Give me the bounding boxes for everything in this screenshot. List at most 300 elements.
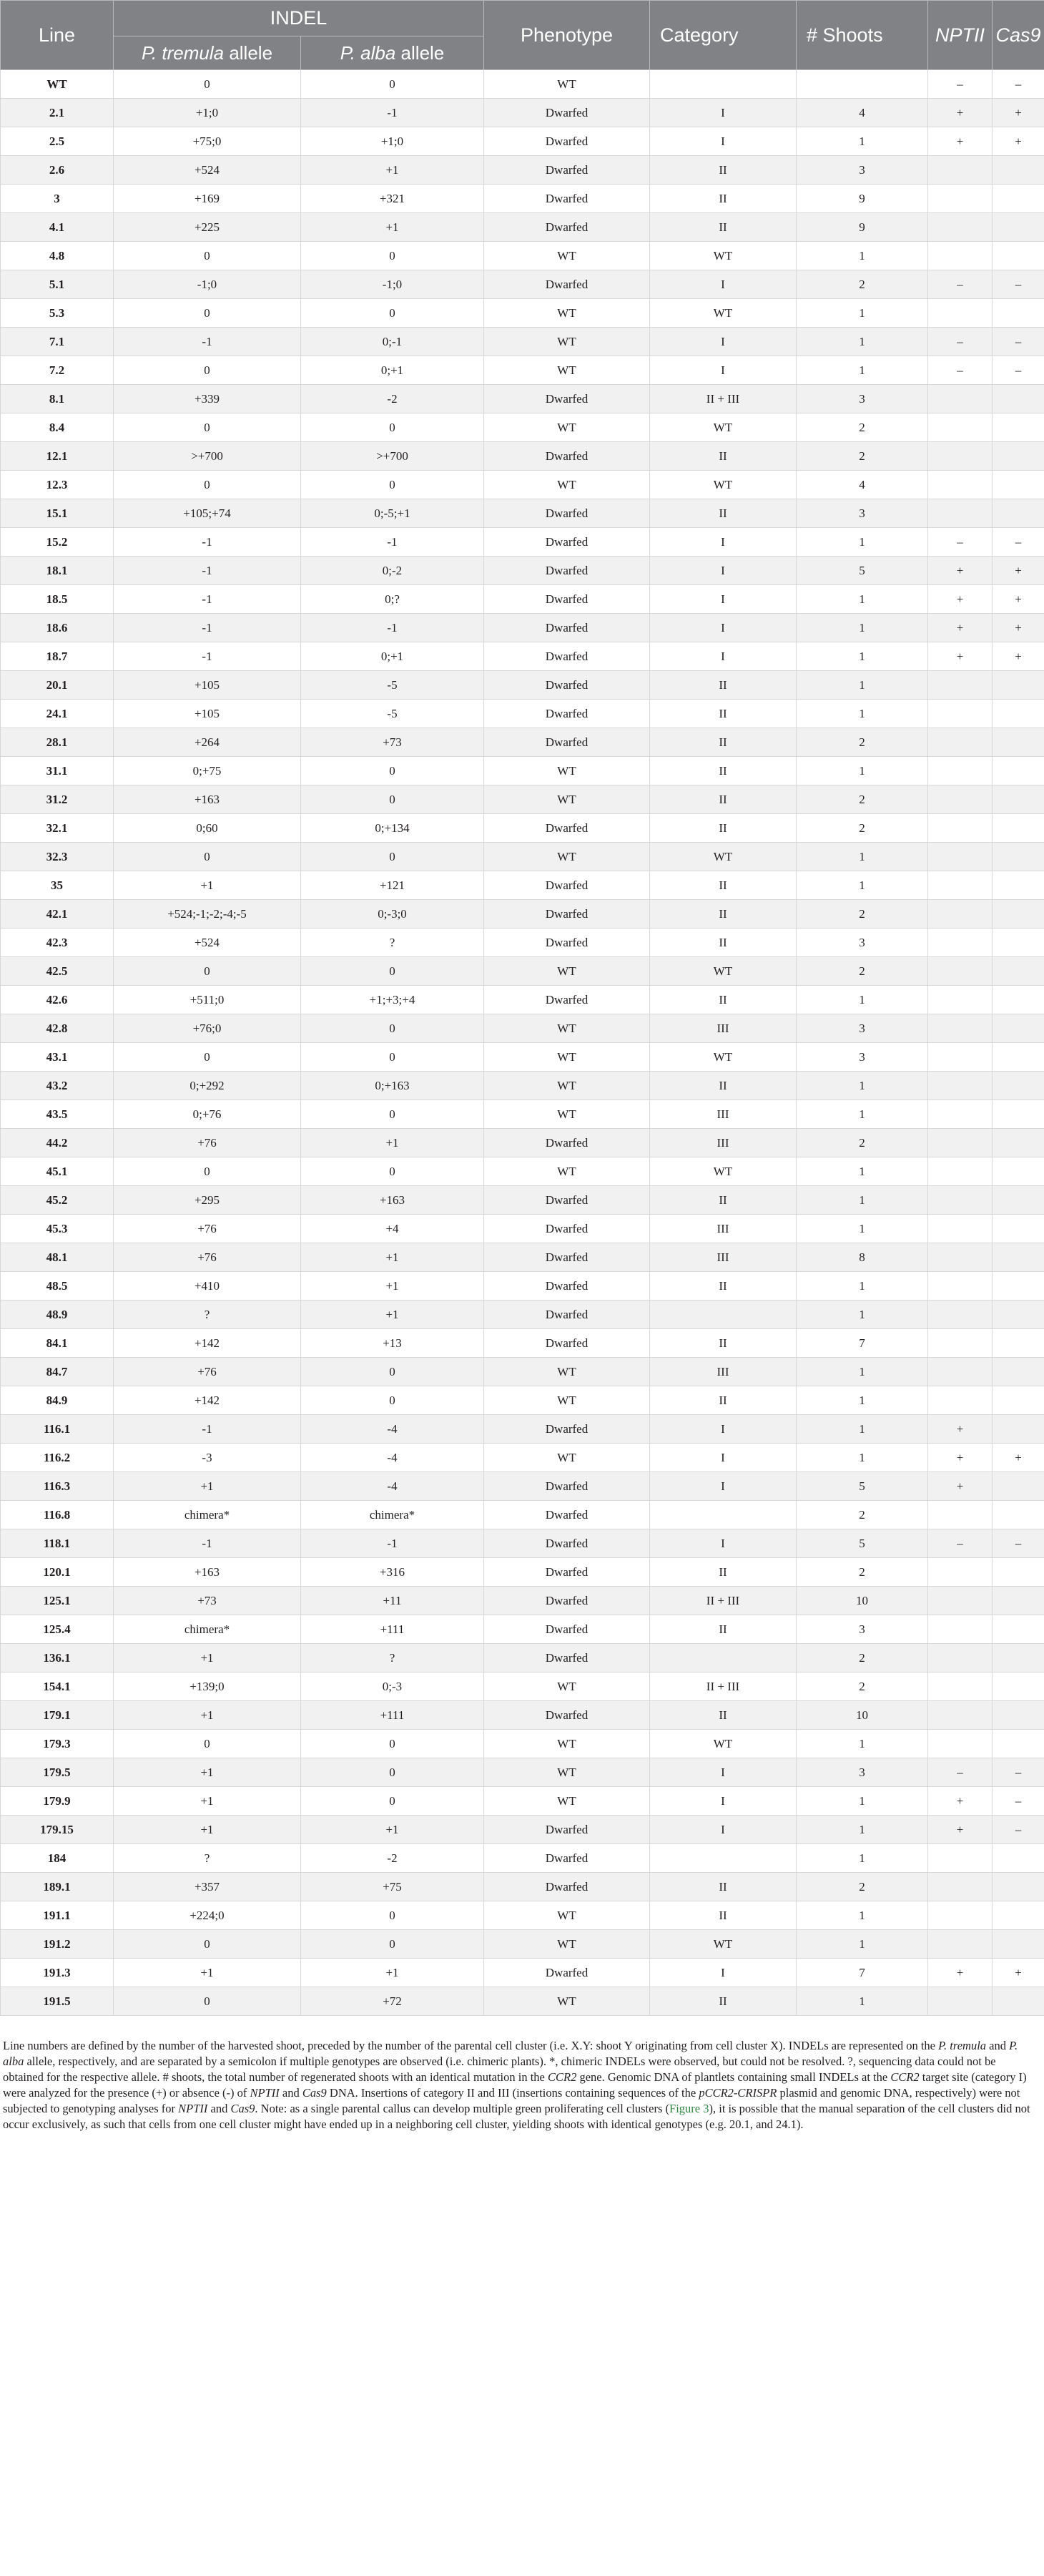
header-p-tremula-name: P. tremula <box>141 41 225 64</box>
cell-shoots: 1 <box>797 585 928 614</box>
cell-p-tremula-indel: +524 <box>114 929 301 957</box>
cell-category: III <box>650 1215 797 1243</box>
cell-p-tremula-indel: 0 <box>114 1043 301 1072</box>
cell-p-alba-indel: 0 <box>301 1358 484 1386</box>
cell-p-tremula-indel: chimera* <box>114 1501 301 1529</box>
cell-shoots: 1 <box>797 986 928 1014</box>
cell-p-tremula-indel: -1 <box>114 1415 301 1444</box>
cell-shoots: 1 <box>797 1100 928 1129</box>
cell-shoots: 1 <box>797 1987 928 2016</box>
cell-p-alba-indel: -4 <box>301 1415 484 1444</box>
table-row <box>1 499 1044 528</box>
cell-nptii <box>928 413 993 442</box>
cell-category: WT <box>650 1157 797 1186</box>
cell-line: 116.1 <box>1 1415 114 1444</box>
cell-p-alba-indel: +1 <box>301 1129 484 1157</box>
cell-category: II + III <box>650 1673 797 1701</box>
cell-p-tremula-indel: +357 <box>114 1873 301 1901</box>
table-row <box>1 70 1044 99</box>
cell-shoots: 1 <box>797 1215 928 1243</box>
cell-cas9 <box>993 957 1044 986</box>
cell-category: I <box>650 1415 797 1444</box>
cell-p-alba-indel: +75 <box>301 1873 484 1901</box>
cell-p-tremula-indel: +1 <box>114 871 301 900</box>
cell-phenotype: Dwarfed <box>484 1844 650 1873</box>
cell-shoots: 3 <box>797 156 928 185</box>
cell-cas9: + <box>993 585 1044 614</box>
cell-line: 8.1 <box>1 385 114 413</box>
cell-category: I <box>650 1472 797 1501</box>
cell-shoots: 2 <box>797 814 928 843</box>
cell-cas9: – <box>993 328 1044 356</box>
cell-p-tremula-indel: -1 <box>114 585 301 614</box>
cell-shoots: 5 <box>797 1472 928 1501</box>
cell-nptii: + <box>928 1787 993 1816</box>
cell-shoots: 2 <box>797 413 928 442</box>
cell-cas9 <box>993 1129 1044 1157</box>
cell-p-alba-indel: 0;+1 <box>301 356 484 385</box>
cell-shoots: 2 <box>797 1873 928 1901</box>
cell-shoots: 10 <box>797 1701 928 1730</box>
cell-p-tremula-indel: 0;+76 <box>114 1100 301 1129</box>
cell-cas9 <box>993 1186 1044 1215</box>
cell-cas9: – <box>993 1787 1044 1816</box>
cell-line: 45.2 <box>1 1186 114 1215</box>
cell-category: I <box>650 557 797 585</box>
figure-3-link[interactable]: Figure 3 <box>669 2101 709 2115</box>
cell-phenotype: Dwarfed <box>484 1701 650 1730</box>
cell-category: II <box>650 1072 797 1100</box>
cell-p-alba-indel: +1;0 <box>301 127 484 156</box>
cell-p-alba-indel: 0 <box>301 1157 484 1186</box>
cell-cas9: + <box>993 99 1044 127</box>
cell-phenotype: Dwarfed <box>484 156 650 185</box>
cell-line: 48.5 <box>1 1272 114 1301</box>
cell-line: 191.3 <box>1 1959 114 1987</box>
cell-shoots: 1 <box>797 1930 928 1959</box>
cell-line: 24.1 <box>1 700 114 728</box>
cell-cas9 <box>993 1043 1044 1072</box>
cell-nptii <box>928 1930 993 1959</box>
table-row <box>1 1301 1044 1329</box>
footnote-text: Cas9 <box>302 2085 327 2100</box>
cell-phenotype: Dwarfed <box>484 1644 650 1673</box>
cell-category: WT <box>650 1043 797 1072</box>
cell-nptii: + <box>928 1444 993 1472</box>
cell-nptii <box>928 1987 993 2016</box>
cell-cas9 <box>993 156 1044 185</box>
cell-p-alba-indel: 0 <box>301 1901 484 1930</box>
cell-category <box>650 1844 797 1873</box>
cell-p-tremula-indel: +75;0 <box>114 127 301 156</box>
cell-shoots: 1 <box>797 127 928 156</box>
cell-category: II <box>650 156 797 185</box>
cell-category <box>650 1501 797 1529</box>
cell-p-tremula-indel: -1 <box>114 328 301 356</box>
cell-p-tremula-indel: +139;0 <box>114 1673 301 1701</box>
cell-shoots: 1 <box>797 1358 928 1386</box>
cell-cas9 <box>993 413 1044 442</box>
cell-nptii <box>928 957 993 986</box>
cell-line: 42.5 <box>1 957 114 986</box>
table-row <box>1 385 1044 413</box>
cell-category: WT <box>650 413 797 442</box>
cell-shoots: 2 <box>797 1129 928 1157</box>
cell-p-tremula-indel: +1 <box>114 1959 301 1987</box>
cell-shoots: 8 <box>797 1243 928 1272</box>
cell-category: I <box>650 1959 797 1987</box>
table-row <box>1 814 1044 843</box>
cell-line: 48.9 <box>1 1301 114 1329</box>
cell-cas9 <box>993 929 1044 957</box>
cell-p-alba-indel: >+700 <box>301 442 484 471</box>
cell-line: 179.3 <box>1 1730 114 1758</box>
cell-cas9 <box>993 185 1044 213</box>
cell-nptii: – <box>928 1758 993 1787</box>
cell-p-alba-indel: 0 <box>301 70 484 99</box>
cell-shoots: 4 <box>797 99 928 127</box>
table-row <box>1 671 1044 700</box>
cell-cas9 <box>993 499 1044 528</box>
cell-phenotype: WT <box>484 70 650 99</box>
cell-cas9 <box>993 299 1044 328</box>
cell-nptii: + <box>928 1959 993 1987</box>
cell-p-tremula-indel: 0 <box>114 413 301 442</box>
cell-p-alba-indel: 0;+1 <box>301 642 484 671</box>
table-row <box>1 957 1044 986</box>
cell-line: 42.6 <box>1 986 114 1014</box>
cell-category: WT <box>650 242 797 270</box>
cell-p-alba-indel: +321 <box>301 185 484 213</box>
cell-nptii <box>928 242 993 270</box>
cell-nptii <box>928 213 993 242</box>
cell-p-alba-indel: -4 <box>301 1472 484 1501</box>
cell-category: II + III <box>650 385 797 413</box>
cell-cas9 <box>993 1558 1044 1587</box>
header-p-tremula-suffix: allele <box>224 41 273 64</box>
cell-p-tremula-indel: -1 <box>114 1529 301 1558</box>
cell-category: II <box>650 814 797 843</box>
cell-p-tremula-indel: 0 <box>114 471 301 499</box>
cell-cas9 <box>993 1072 1044 1100</box>
table-row <box>1 642 1044 671</box>
table-row <box>1 1415 1044 1444</box>
cell-line: 136.1 <box>1 1644 114 1673</box>
cell-shoots: 3 <box>797 1615 928 1644</box>
cell-phenotype: Dwarfed <box>484 270 650 299</box>
cell-p-alba-indel: 0 <box>301 413 484 442</box>
cell-phenotype: Dwarfed <box>484 1215 650 1243</box>
cell-p-alba-indel: 0 <box>301 1758 484 1787</box>
table-row <box>1 127 1044 156</box>
cell-cas9 <box>993 1587 1044 1615</box>
table-row <box>1 900 1044 929</box>
cell-cas9: + <box>993 127 1044 156</box>
cell-phenotype: Dwarfed <box>484 614 650 642</box>
cell-p-tremula-indel: 0 <box>114 1730 301 1758</box>
cell-phenotype: WT <box>484 957 650 986</box>
cell-p-tremula-indel: ? <box>114 1844 301 1873</box>
cell-cas9: + <box>993 642 1044 671</box>
cell-shoots: 1 <box>797 871 928 900</box>
cell-p-tremula-indel: -1 <box>114 614 301 642</box>
cell-p-tremula-indel: +105 <box>114 700 301 728</box>
cell-cas9 <box>993 1673 1044 1701</box>
cell-nptii <box>928 1730 993 1758</box>
cell-shoots: 1 <box>797 642 928 671</box>
cell-p-tremula-indel: -1 <box>114 557 301 585</box>
cell-p-alba-indel: -5 <box>301 700 484 728</box>
table-row <box>1 1186 1044 1215</box>
cell-nptii <box>928 1186 993 1215</box>
cell-cas9 <box>993 843 1044 871</box>
cell-p-tremula-indel: >+700 <box>114 442 301 471</box>
cell-nptii: + <box>928 99 993 127</box>
footnote-text: . Note: as a single parental callus can develop multiple green proliferating cell clusters ( <box>255 2101 670 2115</box>
cell-p-tremula-indel: +163 <box>114 1558 301 1587</box>
cell-line: 5.3 <box>1 299 114 328</box>
cell-cas9 <box>993 1901 1044 1930</box>
cell-shoots: 1 <box>797 1157 928 1186</box>
cell-phenotype: Dwarfed <box>484 1186 650 1215</box>
cell-shoots: 9 <box>797 185 928 213</box>
table-row <box>1 1386 1044 1415</box>
cell-cas9: – <box>993 528 1044 557</box>
cell-category: II <box>650 986 797 1014</box>
cell-cas9 <box>993 1701 1044 1730</box>
table-row <box>1 1243 1044 1272</box>
cell-line: 42.8 <box>1 1014 114 1043</box>
table-row <box>1 413 1044 442</box>
cell-shoots: 1 <box>797 299 928 328</box>
cell-p-tremula-indel: 0 <box>114 1930 301 1959</box>
cell-nptii <box>928 1701 993 1730</box>
cell-category: II <box>650 1987 797 2016</box>
cell-line: 179.5 <box>1 1758 114 1787</box>
cell-line: 8.4 <box>1 413 114 442</box>
cell-line: 118.1 <box>1 1529 114 1558</box>
cell-cas9: – <box>993 1816 1044 1844</box>
cell-line: 18.1 <box>1 557 114 585</box>
cell-cas9 <box>993 1644 1044 1673</box>
cell-phenotype: WT <box>484 757 650 785</box>
cell-phenotype: WT <box>484 1043 650 1072</box>
cell-p-alba-indel: +1 <box>301 1816 484 1844</box>
cell-shoots: 1 <box>797 843 928 871</box>
table-row <box>1 1329 1044 1358</box>
cell-p-tremula-indel: +76 <box>114 1129 301 1157</box>
cell-nptii <box>928 1615 993 1644</box>
cell-shoots: 1 <box>797 328 928 356</box>
cell-nptii: + <box>928 642 993 671</box>
cell-p-tremula-indel: +76 <box>114 1215 301 1243</box>
cell-cas9 <box>993 1501 1044 1529</box>
cell-phenotype: Dwarfed <box>484 385 650 413</box>
cell-p-alba-indel: 0;-3 <box>301 1673 484 1701</box>
cell-p-alba-indel: 0 <box>301 957 484 986</box>
cell-shoots <box>797 70 928 99</box>
cell-cas9: + <box>993 557 1044 585</box>
cell-category: I <box>650 528 797 557</box>
cell-p-alba-indel: +73 <box>301 728 484 757</box>
table-row <box>1 1673 1044 1701</box>
header-p-alba-suffix: allele <box>395 41 445 64</box>
cell-category: I <box>650 328 797 356</box>
cell-shoots: 2 <box>797 728 928 757</box>
cell-p-tremula-indel: 0;+292 <box>114 1072 301 1100</box>
cell-cas9 <box>993 442 1044 471</box>
cell-shoots: 1 <box>797 1444 928 1472</box>
cell-nptii <box>928 1215 993 1243</box>
cell-line: 120.1 <box>1 1558 114 1587</box>
cell-shoots: 1 <box>797 1787 928 1816</box>
footnote-text: and <box>986 2038 1010 2052</box>
table-row <box>1 1043 1044 1072</box>
cell-shoots: 2 <box>797 900 928 929</box>
cell-line: 15.1 <box>1 499 114 528</box>
cell-p-tremula-indel: +105;+74 <box>114 499 301 528</box>
cell-cas9 <box>993 213 1044 242</box>
cell-cas9 <box>993 1100 1044 1129</box>
table-row <box>1 1930 1044 1959</box>
table-row <box>1 471 1044 499</box>
cell-category: WT <box>650 299 797 328</box>
cell-category: III <box>650 1358 797 1386</box>
cell-phenotype: WT <box>484 1673 650 1701</box>
cell-p-alba-indel: 0;-5;+1 <box>301 499 484 528</box>
cell-p-alba-indel: +1;+3;+4 <box>301 986 484 1014</box>
cell-p-tremula-indel: 0 <box>114 242 301 270</box>
cell-category: I <box>650 356 797 385</box>
cell-shoots: 9 <box>797 213 928 242</box>
cell-phenotype: WT <box>484 1072 650 1100</box>
cell-p-tremula-indel: chimera* <box>114 1615 301 1644</box>
cell-category: I <box>650 1816 797 1844</box>
cell-category: III <box>650 1014 797 1043</box>
table-row <box>1 442 1044 471</box>
cell-line: 179.9 <box>1 1787 114 1816</box>
cell-cas9 <box>993 700 1044 728</box>
cell-p-tremula-indel: +1 <box>114 1644 301 1673</box>
cell-p-alba-indel: chimera* <box>301 1501 484 1529</box>
footnote-text: CCR2 <box>547 2070 577 2084</box>
cell-shoots: 1 <box>797 528 928 557</box>
cell-p-alba-indel: +1 <box>301 156 484 185</box>
cell-phenotype: WT <box>484 299 650 328</box>
cell-p-tremula-indel: +1 <box>114 1701 301 1730</box>
cell-line: 7.2 <box>1 356 114 385</box>
cell-nptii: – <box>928 1529 993 1558</box>
cell-line: 84.1 <box>1 1329 114 1358</box>
cell-line: 116.2 <box>1 1444 114 1472</box>
cell-cas9 <box>993 471 1044 499</box>
footnote-text: DNA. Insertions of category II and III (insertions containing sequences of the <box>326 2085 699 2100</box>
cell-nptii <box>928 1272 993 1301</box>
cell-nptii <box>928 1644 993 1673</box>
cell-phenotype: Dwarfed <box>484 1816 650 1844</box>
cell-phenotype: Dwarfed <box>484 929 650 957</box>
cell-cas9 <box>993 1415 1044 1444</box>
cell-shoots: 3 <box>797 385 928 413</box>
cell-shoots: 1 <box>797 700 928 728</box>
cell-p-alba-indel: 0 <box>301 1014 484 1043</box>
cell-line: 125.1 <box>1 1587 114 1615</box>
cell-cas9: – <box>993 356 1044 385</box>
cell-shoots: 3 <box>797 1043 928 1072</box>
header-nptii: NPTII <box>928 1 993 70</box>
table-header <box>1 1 1044 70</box>
cell-p-alba-indel: +1 <box>301 1243 484 1272</box>
cell-phenotype: Dwarfed <box>484 442 650 471</box>
cell-shoots: 3 <box>797 1014 928 1043</box>
cell-category: II <box>650 871 797 900</box>
cell-shoots: 1 <box>797 356 928 385</box>
footnote-text: target site (category I) were analyzed for the presence (+) or absence (-) of <box>3 2070 1027 2100</box>
cell-nptii <box>928 814 993 843</box>
cell-p-alba-indel: 0;+163 <box>301 1072 484 1100</box>
table-row <box>1 585 1044 614</box>
cell-p-tremula-indel: +169 <box>114 185 301 213</box>
cell-category: WT <box>650 1930 797 1959</box>
cell-phenotype: Dwarfed <box>484 499 650 528</box>
cell-phenotype: WT <box>484 1014 650 1043</box>
table-row <box>1 1558 1044 1587</box>
footnote-text: NPTII <box>178 2101 208 2115</box>
header-shoots: # Shoots <box>797 1 928 70</box>
cell-p-tremula-indel: +524;-1;-2;-4;-5 <box>114 900 301 929</box>
cell-line: 44.2 <box>1 1129 114 1157</box>
cell-nptii <box>928 1329 993 1358</box>
cell-phenotype: Dwarfed <box>484 127 650 156</box>
cell-category: II <box>650 671 797 700</box>
cell-cas9 <box>993 986 1044 1014</box>
cell-shoots: 2 <box>797 270 928 299</box>
cell-nptii <box>928 1129 993 1157</box>
cell-category: WT <box>650 843 797 871</box>
cell-line: 32.3 <box>1 843 114 871</box>
cell-line: 31.1 <box>1 757 114 785</box>
cell-nptii: + <box>928 1472 993 1501</box>
cell-p-alba-indel: 0;-3;0 <box>301 900 484 929</box>
cell-p-tremula-indel: 0 <box>114 957 301 986</box>
cell-nptii <box>928 1673 993 1701</box>
cell-nptii <box>928 299 993 328</box>
cell-category: II <box>650 929 797 957</box>
cell-category: WT <box>650 1730 797 1758</box>
cell-shoots: 5 <box>797 557 928 585</box>
cell-cas9 <box>993 242 1044 270</box>
cell-p-tremula-indel: 0 <box>114 299 301 328</box>
cell-line: 184 <box>1 1844 114 1873</box>
cell-line: 154.1 <box>1 1673 114 1701</box>
cell-line: 179.1 <box>1 1701 114 1730</box>
cell-phenotype: WT <box>484 471 650 499</box>
table-row <box>1 1358 1044 1386</box>
cell-phenotype: WT <box>484 356 650 385</box>
table-row <box>1 1615 1044 1644</box>
cell-phenotype: WT <box>484 1901 650 1930</box>
cell-p-tremula-indel: -1 <box>114 528 301 557</box>
cell-category: II <box>650 1873 797 1901</box>
cell-nptii <box>928 1157 993 1186</box>
cell-p-alba-indel: +1 <box>301 1301 484 1329</box>
header-p-alba-allele <box>301 36 484 70</box>
cell-phenotype: Dwarfed <box>484 1959 650 1987</box>
cell-p-tremula-indel: +225 <box>114 213 301 242</box>
table-row <box>1 1873 1044 1901</box>
table-row <box>1 785 1044 814</box>
cell-p-tremula-indel: +76;0 <box>114 1014 301 1043</box>
